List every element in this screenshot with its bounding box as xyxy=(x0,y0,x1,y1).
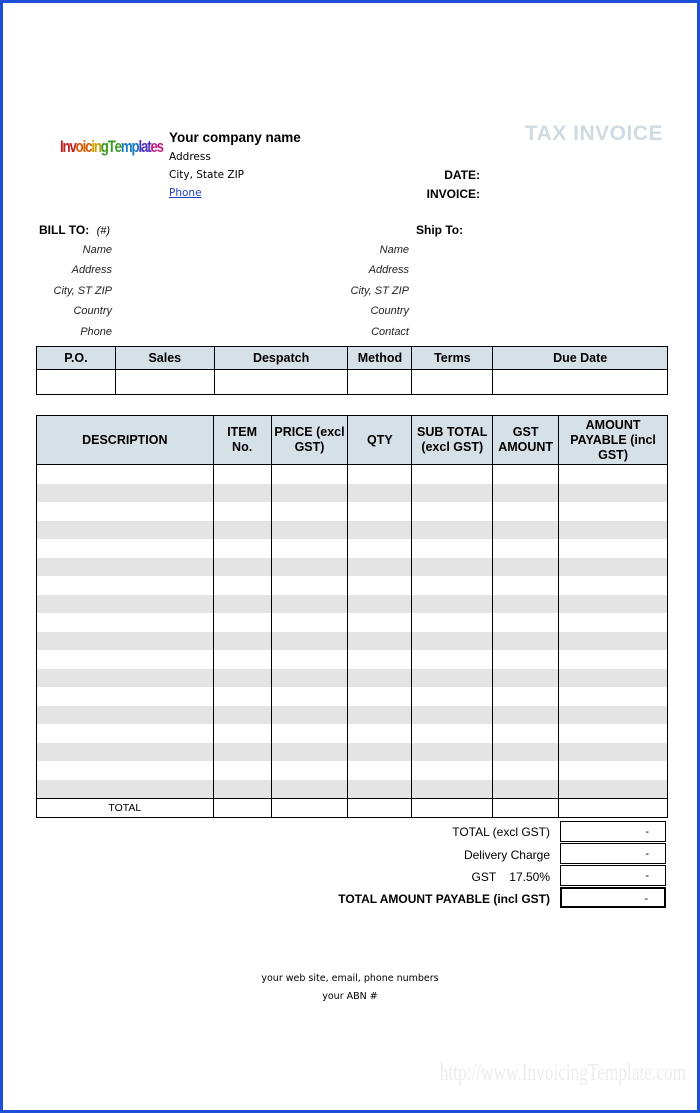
summary-total-excl-label: TOTAL (excl GST) xyxy=(452,825,550,839)
item-cell[interactable] xyxy=(271,613,348,632)
logo-letter: i xyxy=(91,137,94,156)
item-cell[interactable] xyxy=(213,743,271,762)
item-cell[interactable] xyxy=(271,632,348,651)
logo-letter: t xyxy=(147,137,151,156)
item-cell[interactable] xyxy=(412,724,493,743)
table-row xyxy=(37,576,668,595)
despatch-cell[interactable] xyxy=(214,370,348,395)
bill-to-text: BILL TO: xyxy=(39,223,90,237)
item-cell[interactable] xyxy=(412,706,493,725)
item-cell[interactable] xyxy=(412,558,493,577)
company-address: Address xyxy=(169,151,211,163)
item-cell[interactable] xyxy=(348,669,412,688)
table-row xyxy=(37,484,668,503)
table-row xyxy=(37,502,668,521)
ship-to-address: Address xyxy=(368,264,409,276)
table-row xyxy=(37,465,668,484)
item-cell[interactable] xyxy=(348,558,412,577)
item-cell[interactable] xyxy=(412,595,493,614)
logo-letter: g xyxy=(100,137,108,156)
header-terms: Terms xyxy=(412,347,493,370)
order-info-table xyxy=(36,346,668,395)
item-cell[interactable] xyxy=(348,484,412,503)
logo-letter: c xyxy=(85,137,92,156)
summary-total-payable-value[interactable]: - xyxy=(560,887,666,908)
item-cell[interactable] xyxy=(37,484,214,503)
logo-letter: e xyxy=(114,137,121,156)
summary-gst-value[interactable]: - xyxy=(560,865,666,886)
item-cell[interactable] xyxy=(493,650,559,669)
header-po: P.O. xyxy=(37,347,116,370)
item-cell[interactable] xyxy=(559,706,668,725)
total-row xyxy=(37,799,668,818)
item-cell[interactable] xyxy=(271,743,348,762)
item-cell[interactable] xyxy=(493,724,559,743)
item-cell[interactable] xyxy=(493,743,559,762)
item-cell[interactable] xyxy=(559,724,668,743)
item-cell[interactable] xyxy=(37,521,214,540)
logo-letter: i xyxy=(82,137,86,156)
header-price: PRICE (excl GST) xyxy=(271,416,348,465)
item-cell[interactable] xyxy=(37,465,214,484)
date-label: DATE: xyxy=(444,168,480,182)
item-cell[interactable] xyxy=(493,613,559,632)
method-cell[interactable] xyxy=(348,370,412,395)
logo-letter: n xyxy=(62,137,70,156)
item-cell[interactable] xyxy=(271,539,348,558)
table-row xyxy=(37,743,668,762)
item-cell[interactable] xyxy=(493,632,559,651)
item-cell[interactable] xyxy=(493,484,559,503)
item-cell[interactable] xyxy=(271,780,348,799)
header-sales: Sales xyxy=(115,347,214,370)
item-cell[interactable] xyxy=(213,539,271,558)
logo-letter: I xyxy=(60,137,63,156)
item-cell[interactable] xyxy=(37,632,214,651)
item-cell[interactable] xyxy=(37,613,214,632)
item-cell[interactable] xyxy=(348,502,412,521)
bill-to-address: Address xyxy=(71,264,112,276)
item-cell[interactable] xyxy=(412,669,493,688)
item-cell[interactable] xyxy=(348,780,412,799)
item-cell[interactable] xyxy=(271,595,348,614)
item-cell[interactable] xyxy=(412,465,493,484)
ship-to-city: City, ST ZIP xyxy=(350,285,409,297)
footer-abn: your ABN # xyxy=(322,991,378,1002)
item-cell[interactable] xyxy=(213,706,271,725)
logo-letter: e xyxy=(150,137,157,156)
logo-letter: o xyxy=(75,137,83,156)
item-cell[interactable] xyxy=(559,632,668,651)
bill-to-label xyxy=(39,223,110,237)
item-cell[interactable] xyxy=(412,687,493,706)
total-cell[interactable] xyxy=(348,799,412,818)
table-row xyxy=(37,650,668,669)
item-cell[interactable] xyxy=(37,595,214,614)
item-cell[interactable] xyxy=(348,761,412,780)
item-cell[interactable] xyxy=(559,576,668,595)
header-due-date: Due Date xyxy=(493,347,668,370)
item-cell[interactable] xyxy=(213,724,271,743)
item-cell[interactable] xyxy=(348,706,412,725)
sales-cell[interactable] xyxy=(115,370,214,395)
company-name: Your company name xyxy=(169,130,301,145)
item-cell[interactable] xyxy=(271,484,348,503)
item-cell[interactable] xyxy=(559,780,668,799)
line-items-table xyxy=(36,415,668,818)
item-cell[interactable] xyxy=(348,632,412,651)
header-sub-total: SUB TOTAL (excl GST) xyxy=(412,416,493,465)
item-cell[interactable] xyxy=(412,484,493,503)
item-cell[interactable] xyxy=(213,687,271,706)
logo-letter: l xyxy=(138,137,141,156)
item-cell[interactable] xyxy=(412,650,493,669)
item-cell[interactable] xyxy=(348,521,412,540)
item-cell[interactable] xyxy=(271,724,348,743)
item-cell[interactable] xyxy=(271,669,348,688)
item-cell[interactable] xyxy=(493,465,559,484)
item-cell[interactable] xyxy=(412,521,493,540)
due-date-cell[interactable] xyxy=(493,370,668,395)
item-cell[interactable] xyxy=(271,687,348,706)
item-cell[interactable] xyxy=(559,521,668,540)
total-cell[interactable] xyxy=(493,799,559,818)
header-amount-payable: AMOUNT PAYABLE (incl GST) xyxy=(559,416,668,465)
ship-to-contact: Contact xyxy=(371,326,409,338)
header-method: Method xyxy=(348,347,412,370)
table-row xyxy=(37,761,668,780)
total-label: TOTAL xyxy=(37,799,214,818)
item-cell[interactable] xyxy=(37,706,214,725)
item-cell[interactable] xyxy=(559,743,668,762)
table-row xyxy=(37,613,668,632)
item-cell[interactable] xyxy=(412,613,493,632)
ship-to-label: Ship To: xyxy=(416,223,464,237)
item-cell[interactable] xyxy=(493,558,559,577)
ship-to-name: Name xyxy=(379,244,409,256)
item-cell[interactable] xyxy=(493,576,559,595)
item-cell[interactable] xyxy=(37,743,214,762)
item-cell[interactable] xyxy=(37,724,214,743)
item-cell[interactable] xyxy=(348,613,412,632)
item-cell[interactable] xyxy=(348,576,412,595)
total-cell[interactable] xyxy=(412,799,493,818)
bill-to-country: Country xyxy=(73,305,112,317)
logo-letter: n xyxy=(93,137,101,156)
item-cell[interactable] xyxy=(213,521,271,540)
item-cell[interactable] xyxy=(412,743,493,762)
item-cell[interactable] xyxy=(37,669,214,688)
summary-total-excl-value[interactable]: - xyxy=(560,821,666,842)
total-cell[interactable] xyxy=(559,799,668,818)
logo-letter: a xyxy=(140,137,148,156)
item-cell[interactable] xyxy=(37,780,214,799)
item-cell[interactable] xyxy=(37,761,214,780)
logo-letter: T xyxy=(107,137,115,156)
ship-to-country: Country xyxy=(370,305,409,317)
item-cell[interactable] xyxy=(412,576,493,595)
item-cell[interactable] xyxy=(412,539,493,558)
item-cell[interactable] xyxy=(412,761,493,780)
table-row xyxy=(37,595,668,614)
table-row xyxy=(37,539,668,558)
table-row xyxy=(37,669,668,688)
item-cell[interactable] xyxy=(559,484,668,503)
logo-letter: v xyxy=(69,137,76,156)
total-cell[interactable] xyxy=(213,799,271,818)
item-cell[interactable] xyxy=(348,595,412,614)
item-cell[interactable] xyxy=(559,558,668,577)
item-cell[interactable] xyxy=(37,539,214,558)
item-cell[interactable] xyxy=(271,761,348,780)
item-cell[interactable] xyxy=(37,558,214,577)
item-cell[interactable] xyxy=(37,576,214,595)
item-cell[interactable] xyxy=(493,521,559,540)
item-cell[interactable] xyxy=(559,502,668,521)
item-cell[interactable] xyxy=(37,687,214,706)
item-cell[interactable] xyxy=(213,465,271,484)
table-row xyxy=(37,521,668,540)
bill-to-name: Name xyxy=(82,244,112,256)
logo-letter: s xyxy=(156,137,163,156)
summary-delivery-value[interactable]: - xyxy=(560,843,666,864)
item-cell[interactable] xyxy=(493,761,559,780)
bill-to-phone: Phone xyxy=(80,326,112,338)
item-cell[interactable] xyxy=(348,650,412,669)
item-cell[interactable] xyxy=(493,502,559,521)
item-cell[interactable] xyxy=(348,687,412,706)
header-item-no: ITEM No. xyxy=(213,416,271,465)
item-cell[interactable] xyxy=(559,465,668,484)
summary-gst-label xyxy=(472,870,551,884)
bill-to-city: City, ST ZIP xyxy=(53,285,112,297)
item-cell[interactable] xyxy=(493,780,559,799)
item-cell[interactable] xyxy=(37,650,214,669)
item-cell[interactable] xyxy=(213,576,271,595)
item-cell[interactable] xyxy=(348,724,412,743)
item-cell[interactable] xyxy=(348,465,412,484)
item-cell[interactable] xyxy=(559,595,668,614)
company-city: City, State ZIP xyxy=(169,169,245,181)
invoice-title: TAX INVOICE xyxy=(524,122,663,145)
item-cell[interactable] xyxy=(271,465,348,484)
item-cell[interactable] xyxy=(559,669,668,688)
item-cell[interactable] xyxy=(493,706,559,725)
item-cell[interactable] xyxy=(213,502,271,521)
gst-rate: 17.50% xyxy=(509,870,550,884)
bill-to-hash: (#) xyxy=(96,225,111,237)
item-cell[interactable] xyxy=(271,502,348,521)
item-cell[interactable] xyxy=(271,576,348,595)
table-row xyxy=(37,706,668,725)
logo-letter: p xyxy=(131,137,139,156)
company-phone-link[interactable]: Phone xyxy=(169,187,202,199)
item-cell[interactable] xyxy=(37,502,214,521)
total-cell[interactable] xyxy=(271,799,348,818)
item-cell[interactable] xyxy=(559,761,668,780)
header-despatch: Despatch xyxy=(214,347,348,370)
summary-total-payable-label: TOTAL AMOUNT PAYABLE (incl GST) xyxy=(338,892,550,906)
item-cell[interactable] xyxy=(213,650,271,669)
table-row xyxy=(37,687,668,706)
item-cell[interactable] xyxy=(493,687,559,706)
terms-cell[interactable] xyxy=(412,370,493,395)
item-cell[interactable] xyxy=(493,669,559,688)
item-cell[interactable] xyxy=(213,761,271,780)
item-cell[interactable] xyxy=(213,558,271,577)
item-cell[interactable] xyxy=(559,613,668,632)
item-cell[interactable] xyxy=(271,650,348,669)
item-cell[interactable] xyxy=(213,484,271,503)
item-cell[interactable] xyxy=(412,502,493,521)
table-row xyxy=(37,558,668,577)
footer-contact: your web site, email, phone numbers xyxy=(261,973,439,984)
header-description: DESCRIPTION xyxy=(37,416,214,465)
item-cell[interactable] xyxy=(559,539,668,558)
header-qty: QTY xyxy=(348,416,412,465)
item-cell[interactable] xyxy=(493,539,559,558)
item-cell[interactable] xyxy=(412,780,493,799)
item-cell[interactable] xyxy=(213,669,271,688)
item-cell[interactable] xyxy=(559,687,668,706)
item-cell[interactable] xyxy=(493,595,559,614)
summary-delivery-label: Delivery Charge xyxy=(463,848,550,862)
item-cell[interactable] xyxy=(348,743,412,762)
item-cell[interactable] xyxy=(271,706,348,725)
table-row xyxy=(37,724,668,743)
item-cell[interactable] xyxy=(271,521,348,540)
header-gst-amount: GST AMOUNT xyxy=(493,416,559,465)
item-cell[interactable] xyxy=(213,613,271,632)
item-cell[interactable] xyxy=(348,539,412,558)
item-cell[interactable] xyxy=(412,632,493,651)
invoice-label: INVOICE: xyxy=(426,187,480,201)
item-cell[interactable] xyxy=(213,632,271,651)
po-cell[interactable] xyxy=(37,370,116,395)
item-cell[interactable] xyxy=(271,558,348,577)
item-cell[interactable] xyxy=(213,595,271,614)
item-cell[interactable] xyxy=(559,650,668,669)
logo-letter: m xyxy=(120,137,132,156)
gst-label-text: GST xyxy=(471,870,496,884)
table-row xyxy=(37,632,668,651)
company-logo xyxy=(60,137,163,157)
table-row xyxy=(37,780,668,799)
watermark: http://www.InvoicingTemplate.com xyxy=(439,1060,686,1086)
item-cell[interactable] xyxy=(213,780,271,799)
